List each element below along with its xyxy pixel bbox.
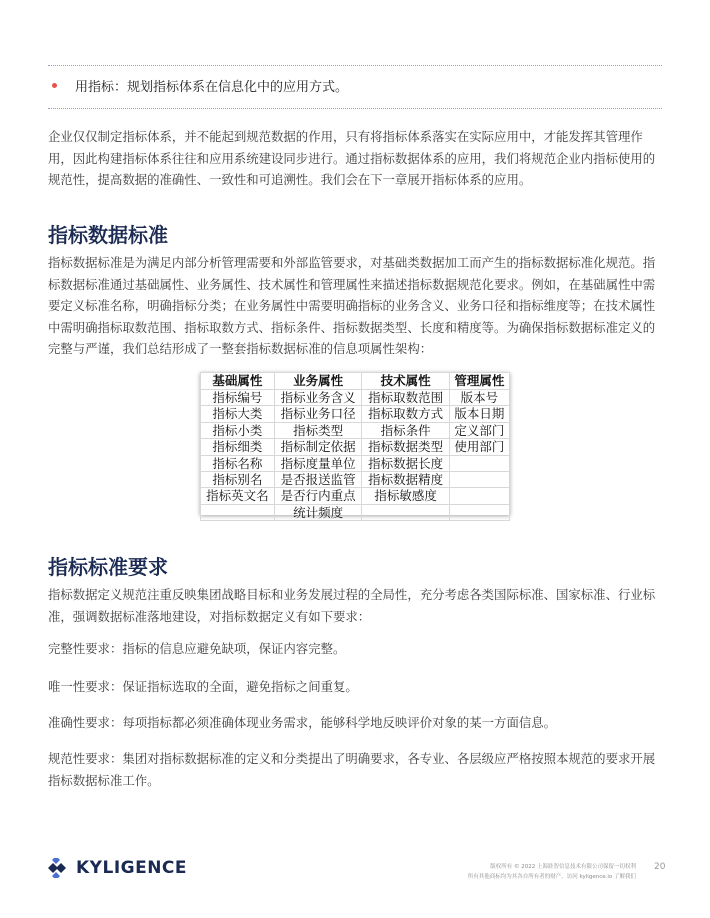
table-cell (449, 472, 509, 488)
table-cell: 指标大类 (201, 406, 275, 422)
section2-body: 指标数据定义规范注重反映集团战略目标和业务发展过程的全局性，充分考虑各类国际标准、国家标准、行业标准，强调数据标准落地建设，对指标数据定义有如下要求： (48, 587, 656, 624)
table-cell: 指标取数方式 (362, 406, 450, 422)
table-row (201, 439, 510, 455)
table-row (201, 390, 510, 406)
footer-copyright (468, 862, 636, 882)
table-cell: 指标小类 (201, 422, 275, 438)
table-cell: 指标英文名 (201, 488, 275, 504)
table-cell: 指标度量单位 (274, 455, 362, 471)
table-header: 基础属性 (201, 373, 275, 390)
table-cell: 指标细类 (201, 439, 275, 455)
table-cell: 指标制定依据 (274, 439, 362, 455)
table-cell: 使用部门 (449, 439, 509, 455)
requirement-standardization: 规范性要求：集团对指标数据标准的定义和分类提出了明确要求，各专业、各层级应严格按照本规范的要求开展指标数据标准工作。 (48, 751, 656, 788)
table-row (201, 488, 510, 504)
table-cell (449, 488, 509, 504)
requirement-accuracy: 准确性要求：每项指标都必须准确体现业务需求，能够科学地反映评价对象的某一方面信息。 (48, 715, 557, 730)
kyligence-logo-icon (46, 858, 70, 878)
table-cell: 指标数据类型 (362, 439, 450, 455)
table-cell: 是否行内重点 (274, 488, 362, 504)
table-cell: 指标数据长度 (362, 455, 450, 471)
table-header: 管理属性 (449, 373, 509, 390)
bullet-dot-icon (52, 83, 57, 88)
table-cell: 定义部门 (449, 422, 509, 438)
table-cell: 版本日期 (449, 406, 509, 422)
table-header: 业务属性 (274, 373, 362, 390)
table-cell: 指标业务含义 (274, 390, 362, 406)
table-cell: 指标数据精度 (362, 472, 450, 488)
table-cell (449, 455, 509, 471)
top-divider (48, 65, 662, 66)
table-row (201, 504, 510, 520)
intro-paragraph: 企业仅仅制定指标体系，并不能起到规范数据的作用，只有将指标体系落实在实际应用中，才能发挥其管理作用，因此构建指标体系往往和应用系统建设同步进行。通过指标数据体系的应用，我们将规范企业内指标使用的规范性，提高数据的准确性、一致性和可追溯性。我们会在下一章展开指标体系的应用。 (48, 129, 656, 187)
table-cell: 指标敏感度 (362, 488, 450, 504)
copyright-line-1: 版权所有 © 2022 上海跬智信息技术有限公司保留一切权利 (490, 864, 636, 870)
table-header-row (201, 373, 510, 390)
section1-body: 指标数据标准是为满足内部分析管理需要和外部监管要求，对基础类数据加工而产生的指标数据标准化规范。指标数据标准通过基础属性、业务属性、技术属性和管理属性来描述指标数据规范化要求。例如，在基础属性中需要定义标准名称，明确指标分类；在业务属性中需要明确指标的业务含义、业务口径和指标维度等；在技术属性中需明确指标取数范围、指标取数方式、指标条件、指标数据类型、长度和精度等。为确保指标数据标准定义的完整与严谨，我们总结形成了一整套指标数据标准的信息项属性架构： (48, 255, 656, 356)
table-header: 技术属性 (362, 373, 450, 390)
table-cell: 指标取数范围 (362, 390, 450, 406)
requirement-uniqueness: 唯一性要求：保证指标选取的全面，避免指标之间重复。 (48, 679, 358, 694)
table-cell: 指标别名 (201, 472, 275, 488)
bullet-divider (48, 108, 662, 109)
table-row (201, 422, 510, 438)
page-number: 20 (654, 862, 666, 872)
table-row (201, 406, 510, 422)
table-row (201, 472, 510, 488)
table-cell: 指标条件 (362, 422, 450, 438)
table-cell (362, 504, 450, 520)
table-cell: 版本号 (449, 390, 509, 406)
table-cell: 指标业务口径 (274, 406, 362, 422)
table-cell: 统计频度 (274, 504, 362, 520)
table-cell: 指标类型 (274, 422, 362, 438)
copyright-line-2: 所有其他商标均为其各自所有者的财产。访问 kyligence.io 了解我们 (467, 874, 636, 880)
table-cell (201, 504, 275, 520)
table-cell: 是否报送监管 (274, 472, 362, 488)
section-title-indicator-requirements: 指标标准要求 (48, 555, 168, 579)
footer-logo (46, 858, 187, 878)
table-cell (449, 504, 509, 520)
table-cell: 指标名称 (201, 455, 275, 471)
table-row (201, 455, 510, 471)
bullet-item (48, 76, 662, 95)
bullet-label: 用指标： (75, 80, 128, 95)
attribute-table (200, 372, 510, 520)
section-title-indicator-data-standard: 指标数据标准 (48, 223, 168, 247)
bullet-text: 规划指标体系在信息化中的应用方式。 (127, 80, 349, 95)
table-cell: 指标编号 (201, 390, 275, 406)
logo-wordmark: KYLIGENCE (76, 858, 188, 878)
requirement-completeness: 完整性要求：指标的信息应避免缺项，保证内容完整。 (48, 641, 346, 656)
